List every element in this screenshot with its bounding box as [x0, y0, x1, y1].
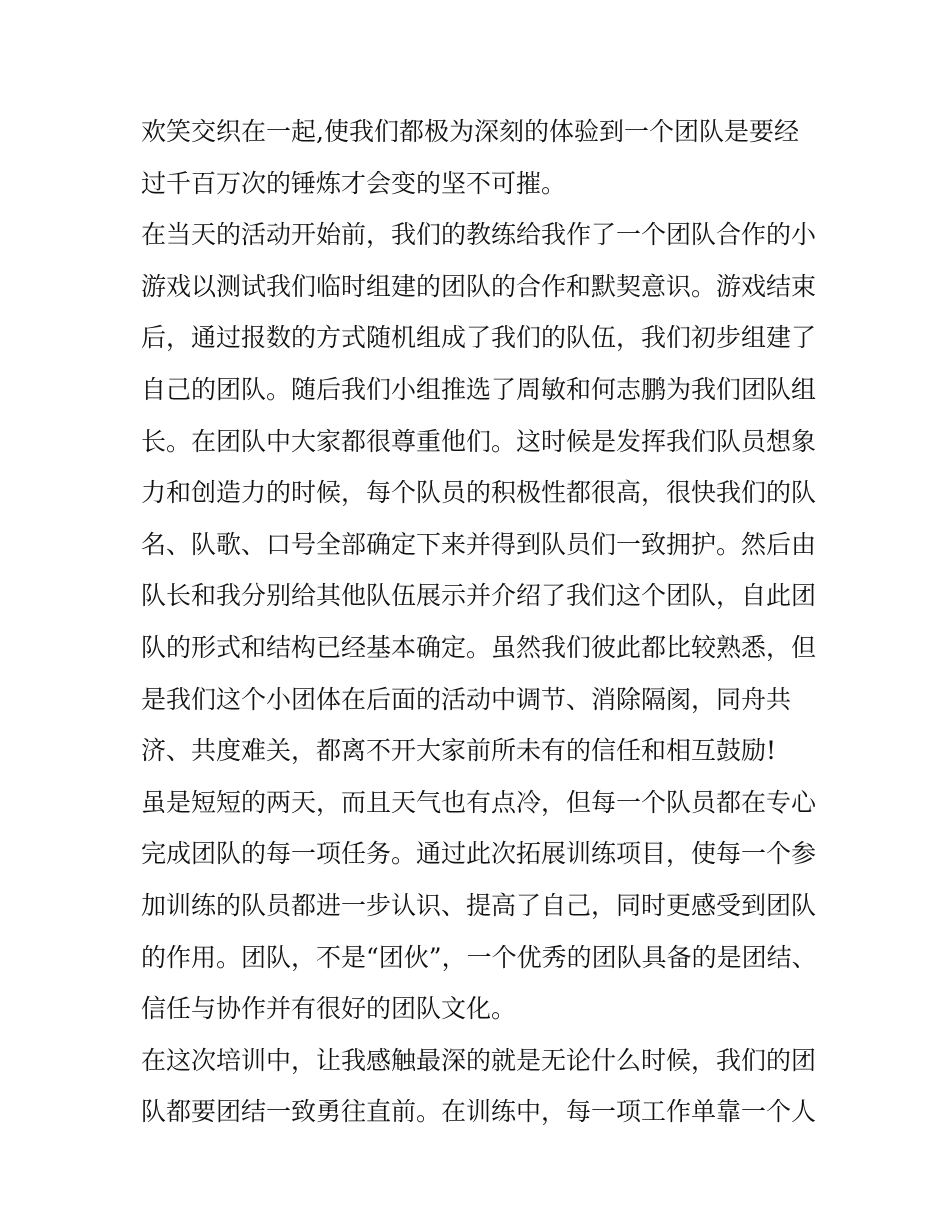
text-line: 的作用。团队，不是“团伙”，一个优秀的团队具备的是团结、 [141, 942, 817, 972]
text-line: 济、共度难关，都离不开大家前所未有的信任和相互鼓励! [141, 736, 777, 766]
text-line: 后，通过报数的方式随机组成了我们的队伍，我们初步组建了 [141, 323, 817, 353]
text-line: 过千百万次的锤炼才会变的坚不可摧。 [141, 168, 567, 198]
text-line: 力和创造力的时候，每个队员的积极性都很高，很快我们的队 [141, 478, 817, 508]
text-line: 是我们这个小团体在后面的活动中调节、消除隔阂，同舟共 [141, 684, 792, 714]
text-line: 队长和我分别给其他队伍展示并介绍了我们这个团队，自此团 [141, 581, 817, 611]
text-line: 虽是短短的两天，而且天气也有点冷，但每一个队员都在专心 [141, 787, 817, 817]
text-line: 信任与协作并有很好的团队文化。 [141, 994, 517, 1024]
text-line: 队的形式和结构已经基本确定。虽然我们彼此都比较熟悉，但 [141, 632, 817, 662]
text-line: 完成团队的每一项任务。通过此次拓展训练项目，使每一个参 [141, 839, 817, 869]
text-line: 在这次培训中，让我感触最深的就是无论什么时候，我们的团 [141, 1045, 817, 1075]
text-line: 自己的团队。随后我们小组推选了周敏和何志鹏为我们团队组 [141, 374, 817, 404]
body-text [141, 106, 821, 1138]
text-line: 加训练的队员都进一步认识、提高了自己，同时更感受到团队 [141, 890, 817, 920]
text-line: 长。在团队中大家都很尊重他们。这时候是发挥我们队员想象 [141, 426, 817, 456]
text-line: 队都要团结一致勇往直前。在训练中，每一项工作单靠一个人 [141, 1097, 817, 1127]
text-line: 名、队歌、口号全部确定下来并得到队员们一致拥护。然后由 [141, 529, 817, 559]
text-line: 在当天的活动开始前，我们的教练给我作了一个团队合作的小 [141, 220, 817, 250]
text-line: 欢笑交织在一起,使我们都极为深刻的体验到一个团队是要经 [141, 117, 799, 146]
text-line: 游戏以测试我们临时组建的团队的合作和默契意识。游戏结束 [141, 271, 817, 301]
